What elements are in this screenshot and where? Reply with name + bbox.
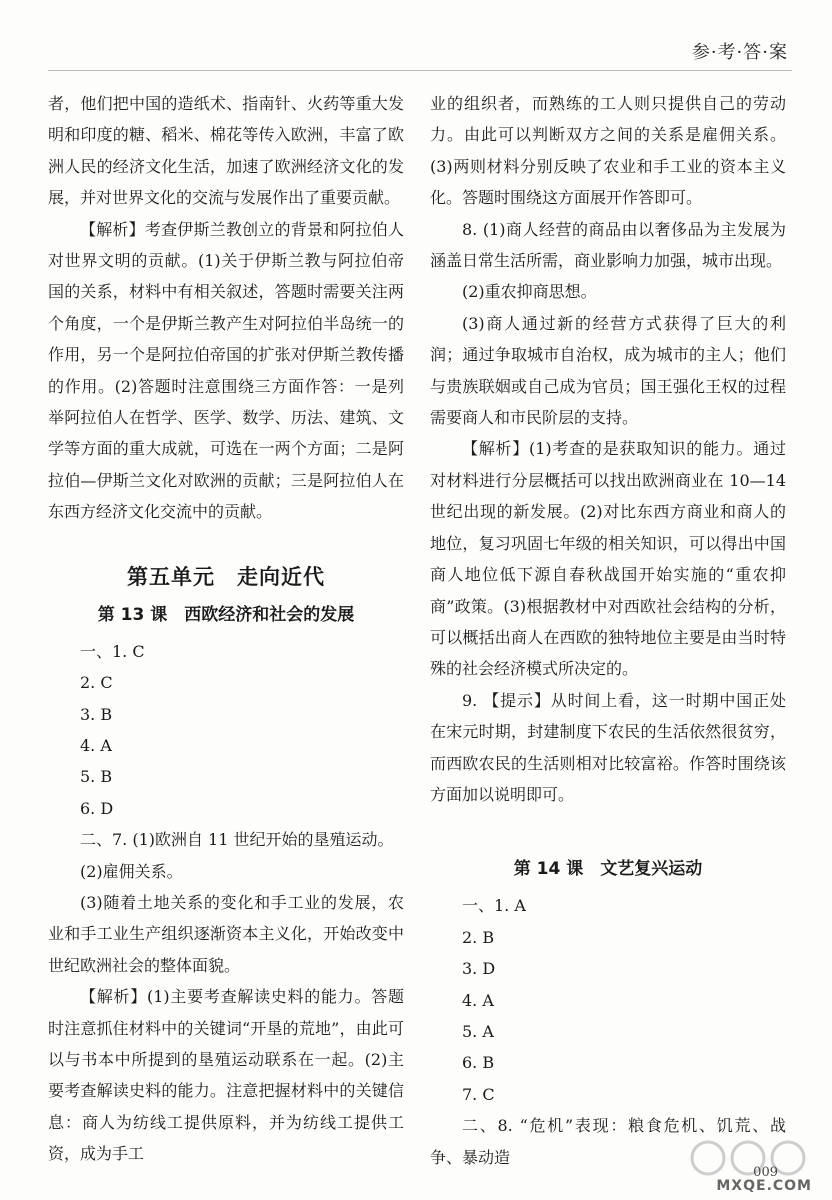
- watermark-text: MXQE.COM: [716, 1178, 812, 1194]
- answer-item: 5. B: [80, 767, 113, 787]
- answer-item: 一、1. C: [80, 641, 145, 661]
- q7-part2: (2)雇佣关系。: [80, 861, 183, 881]
- q8-analysis: 【解析】(1)考查的是获取知识的能力。通过对材料进行分层概括可以找出欧洲商业在 10—14 世纪出现的新发展。(2)对比东西方商业和商人的地位，复习巩固七年级的相关知识，可以得出中国商人地位低下源自春秋战国开始实施的“重农抑商”政策。(3)根据教材中对西欧社会结构的分析，可以概括出商人在西欧的独特地位主要是由当时特殊的社会经济模式所决定的。: [430, 439, 786, 679]
- right-column: [430, 88, 786, 1173]
- answer-item: 2. C: [80, 673, 113, 693]
- lesson-14-title: 第 14 课 文艺复兴运动: [513, 859, 703, 880]
- answer-item: 5. A: [462, 1021, 494, 1041]
- answer-item: 2. B: [462, 927, 495, 947]
- answer-item: 3. D: [462, 959, 496, 979]
- intro-paragraph: 者，他们把中国的造纸术、指南针、火药等重大发明和印度的糖、稻米、棉花等传入欧洲，丰富了欧洲人民的经济文化生活，加速了欧洲经济文化的发展，并对世界文化的交流与发展作出了重要贡献。: [48, 94, 404, 208]
- continuation-paragraph: 业的组织者，而熟练的工人则只提供自己的劳动力。由此可以判断双方之间的关系是雇佣关系。(3)两则材料分别反映了农业和手工业的资本主义化。答题时围绕这方面展开作答即可。: [430, 94, 786, 208]
- q8-part3: (3)商人通过新的经营方式获得了巨大的利润；通过争取城市自治权，成为城市的主人；他们与贵族联姻或自己成为官员；国王强化王权的过程需要商人和市民阶层的支持。: [430, 313, 786, 428]
- q8-start: 二、8. “危机”表现：粮食危机、饥荒、战争、暴动造: [430, 1116, 786, 1167]
- q9-hint: 9. 【提示】从时间上看，这一时期中国正处在宋元时期，封建制度下农民的生活依然很贫穷，而西欧农民的生活则相对比较富裕。作答时围绕该方面加以说明即可。: [430, 690, 786, 804]
- unit-title: 第五单元 走向近代: [127, 564, 325, 589]
- header-divider: [48, 70, 792, 71]
- q8-part1: 8. (1)商人经营的商品由以奢侈品为主发展为涵盖日常生活所需，商业影响力加强，城市出现。: [430, 219, 786, 271]
- analysis-paragraph: 【解析】考查伊斯兰教创立的背景和阿拉伯人对世界文明的贡献。(1)关于伊斯兰教与阿拉伯帝国的关系，材料中有相关叙述，答题时需要关注两个角度，一个是伊斯兰教产生对阿拉伯半岛统一的作用，另一个是阿拉伯帝国的扩张对伊斯兰教传播的作用。(2)答题时注意围绕三方面作答：一是列举阿拉伯人在哲学、医学、数学、历法、建筑、文学等方面的重大成就，可选在一两个方面；二是阿拉伯—伊斯兰文化对欧洲的贡献；三是阿拉伯人在东西方经济文化交流中的贡献。: [48, 219, 404, 522]
- answer-item: 一、1. A: [462, 896, 526, 916]
- page-number: 009: [753, 1165, 778, 1180]
- answer-item: 7. C: [462, 1084, 495, 1104]
- answer-item: 4. A: [462, 990, 494, 1010]
- q7-part1: 二、7. (1)欧洲自 11 世纪开始的垦殖运动。: [80, 830, 394, 850]
- answer-item: 3. B: [80, 704, 113, 724]
- left-column: [48, 88, 404, 1170]
- header-label: 参·考·答·案: [691, 42, 788, 63]
- q7-part3: (3)随着土地关系的变化和手工业的发展，农业和手工业生产组织逐渐资本主义化，开始改变中世纪欧洲社会的整体面貌。: [48, 892, 404, 975]
- lesson-13-title: 第 13 课 西欧经济和社会的发展: [97, 604, 355, 625]
- answer-item: 4. A: [80, 735, 112, 755]
- q8-part2: (2)重农抑商思想。: [462, 282, 597, 302]
- q7-analysis: 【解析】(1)主要考查解读史料的能力。答题时注意抓住材料中的关键词“开垦的荒地”，由此可以与书本中所提到的垦殖运动联系在一起。(2)主要考查解读史料的能力。注意把握材料中的关键信息：商人为纺线工提供原料，并为纺线工提供工资，成为手工: [48, 987, 404, 1164]
- answer-item: 6. D: [80, 798, 114, 818]
- answer-item: 6. B: [462, 1053, 495, 1073]
